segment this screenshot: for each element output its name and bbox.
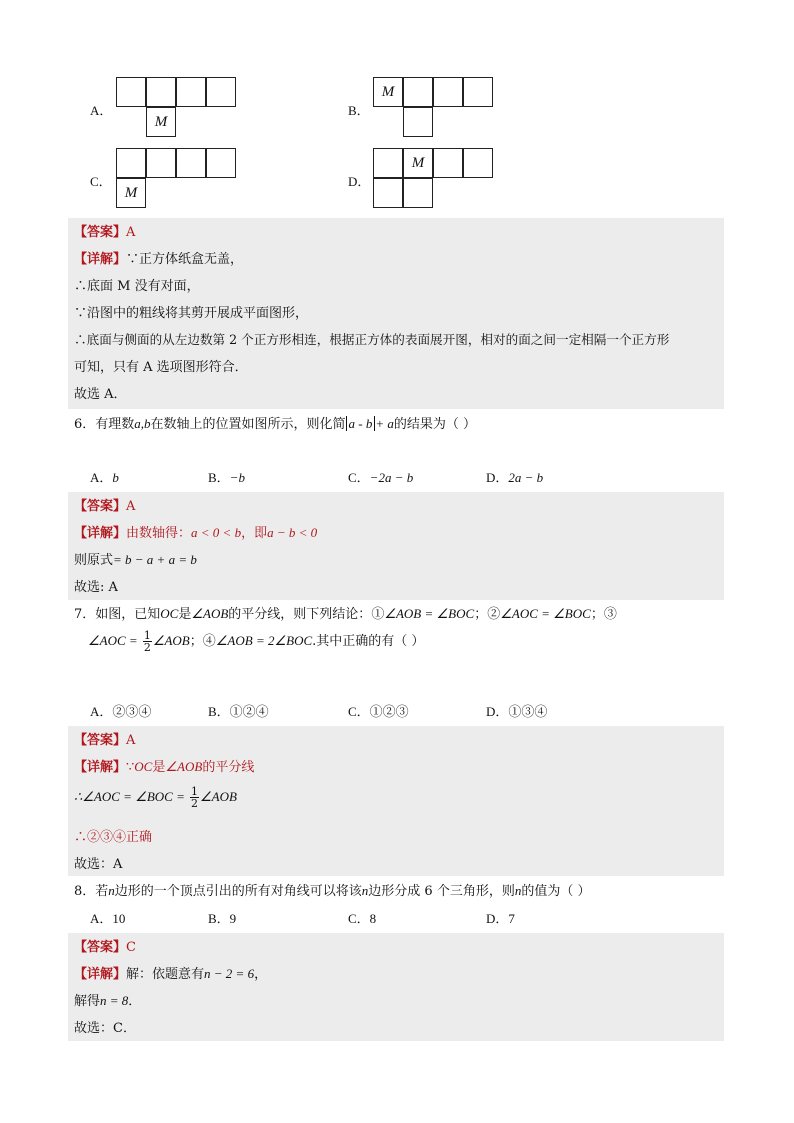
answer-value: A xyxy=(126,225,136,240)
q8-detail-line2 xyxy=(74,990,141,1009)
stem-text: 7．如图，已知 xyxy=(74,607,161,622)
q6-stem xyxy=(74,413,476,432)
option-value: ①②④ xyxy=(229,704,269,719)
option-label: A． xyxy=(90,704,113,719)
net-cell-m xyxy=(373,77,403,107)
option-c-label: C． xyxy=(90,174,112,189)
circled-number: ② xyxy=(487,607,501,622)
fraction-denominator: 2 xyxy=(191,797,199,810)
detail-math: n − 2 = 6 xyxy=(204,966,255,981)
net-cell xyxy=(116,148,146,178)
stem-math: n xyxy=(108,883,115,898)
q7-detail-line2 xyxy=(74,786,237,809)
m-label: M xyxy=(381,83,395,100)
q6-option-a[interactable] xyxy=(90,467,119,486)
stem-text: 边形分成 6 个三角形，则 xyxy=(368,884,515,899)
stem-math: ∠AOB xyxy=(152,633,190,648)
stem-text: 的值为（ ） xyxy=(521,884,591,899)
answer-tag: 【答案】 xyxy=(74,940,127,955)
detail-text: ∵正方体纸盒无盖， xyxy=(126,252,244,267)
stem-math: n xyxy=(514,883,522,898)
q7-stem-line2 xyxy=(88,630,424,653)
q6-answer-line xyxy=(74,495,135,514)
option-label: D． xyxy=(486,470,509,485)
net-cell xyxy=(463,77,493,107)
q6-option-c[interactable] xyxy=(348,467,413,486)
fraction-denominator: 2 xyxy=(143,641,151,654)
net-cell xyxy=(176,148,206,178)
stem-text: 的平分线，则下列结论： xyxy=(228,607,372,622)
stem-text: ； xyxy=(590,607,604,622)
net-cell-m xyxy=(116,178,146,208)
q6-detail-line3: 故选: A xyxy=(74,580,118,595)
net-cell xyxy=(403,178,433,208)
stem-text: ； xyxy=(474,607,488,622)
net-cell-m xyxy=(403,148,433,178)
option-label: D． xyxy=(486,704,509,719)
net-cell xyxy=(433,77,463,107)
q5-detail-line5: 可知，只有 A 选项图形符合． xyxy=(74,360,248,375)
detail-text: ， xyxy=(254,967,268,982)
detail-math: ∴∠AOC = ∠BOC = xyxy=(74,789,185,804)
stem-text: 8．若 xyxy=(74,884,109,899)
stem-text: .其中正确的有（ ） xyxy=(312,634,425,649)
answer-value: A xyxy=(126,499,136,514)
stem-text: 在数轴上的位置如图所示，则化简 xyxy=(150,417,346,432)
detail-text: ，即 xyxy=(241,526,268,541)
net-cell xyxy=(403,77,433,107)
detail-text: 是 xyxy=(152,760,166,775)
q5-detail-line6: 故选 A． xyxy=(74,387,127,402)
circled-number: ① xyxy=(371,607,385,622)
detail-tag: 【详解】 xyxy=(74,252,127,267)
stem-math: a,b xyxy=(134,416,151,431)
q6-detail-line2 xyxy=(74,549,197,568)
net-cell xyxy=(176,77,206,107)
option-label: B． xyxy=(208,704,230,719)
m-label: M xyxy=(154,113,168,130)
stem-text: 边形的一个顶点引出的所有对角线可以将该 xyxy=(114,884,362,899)
net-cell xyxy=(463,148,493,178)
detail-math: ∠AOB xyxy=(165,759,203,774)
stem-math: ∠AOC = xyxy=(88,633,138,648)
net-cell xyxy=(146,77,176,107)
stem-math: ∠AOB = 2∠BOC xyxy=(215,633,313,648)
detail-text: 的平分线 xyxy=(202,760,255,775)
answer-tag: 【答案】 xyxy=(74,225,127,240)
q7-option-a[interactable] xyxy=(90,701,151,720)
q8-solution-band xyxy=(68,933,724,1041)
fraction-numerator: 1 xyxy=(191,785,199,798)
q7-option-d[interactable] xyxy=(486,701,547,720)
q8-answer-line xyxy=(74,936,136,955)
q7-option-b[interactable] xyxy=(208,701,269,720)
net-cell xyxy=(116,77,146,107)
fraction-numerator: 1 xyxy=(143,629,151,642)
option-value: ①②③ xyxy=(369,704,409,719)
q6-detail-line1 xyxy=(74,522,317,541)
fraction-half xyxy=(190,786,199,809)
option-label: A． xyxy=(90,470,113,485)
option-value: −b xyxy=(229,470,245,485)
option-value: ②③④ xyxy=(112,704,152,719)
option-label: B． xyxy=(208,470,230,485)
q8-option-d[interactable]: D．7 xyxy=(486,911,515,926)
detail-math: OC xyxy=(134,759,153,774)
q6-option-d[interactable] xyxy=(486,467,543,486)
detail-text: 解：依题意有 xyxy=(126,967,205,982)
stem-text: 是 xyxy=(178,607,192,622)
q8-detail-line3: 故选：C． xyxy=(74,1021,136,1036)
fraction-half xyxy=(143,630,152,653)
detail-math: = b − a + a = b xyxy=(113,552,197,567)
detail-text: 则原式 xyxy=(74,553,114,568)
q8-option-a[interactable]: A．10 xyxy=(90,911,126,926)
detail-text: ． xyxy=(128,994,142,1009)
q8-option-c[interactable]: C．8 xyxy=(348,911,377,926)
q5-detail-line3: ∵沿图中的粗线将其剪开展成平面图形， xyxy=(74,306,309,321)
option-b-label: B． xyxy=(348,103,370,118)
option-value: b xyxy=(112,470,119,485)
abs-expression: a - b xyxy=(346,416,376,431)
detail-math: n = 8 xyxy=(100,993,129,1008)
stem-math: + a xyxy=(375,416,394,431)
q7-detail-line1 xyxy=(74,756,254,775)
q8-detail-line1 xyxy=(74,963,267,982)
stem-text: 6．有理数 xyxy=(74,417,135,432)
detail-text: 解得 xyxy=(74,994,101,1009)
net-cell xyxy=(433,148,463,178)
answer-tag: 【答案】 xyxy=(74,733,127,748)
detail-tag: 【详解】 xyxy=(74,967,127,982)
option-label: C． xyxy=(348,704,370,719)
option-a-label: A． xyxy=(90,103,113,118)
detail-tag: 【详解】 xyxy=(74,526,127,541)
detail-math: a < 0 < b xyxy=(191,525,242,540)
q8-stem xyxy=(74,880,590,899)
net-cell xyxy=(146,148,176,178)
q7-option-c[interactable] xyxy=(348,701,409,720)
net-cell-m xyxy=(146,107,176,137)
net-cell xyxy=(373,148,403,178)
m-label: M xyxy=(124,184,138,201)
option-value: −2a − b xyxy=(369,470,414,485)
q8-option-b[interactable]: B．9 xyxy=(208,911,237,926)
q5-answer-line xyxy=(74,221,135,240)
stem-math: n xyxy=(361,883,369,898)
q7-detail-line3: ∴②③④正确 xyxy=(74,830,153,845)
net-cell xyxy=(373,178,403,208)
net-cell xyxy=(206,148,236,178)
net-cell xyxy=(206,77,236,107)
circled-number: ③ xyxy=(603,607,617,622)
q5-detail-line4: ∴底面与侧面的从左边数第 2 个正方形相连，根据正方体的表面展开图，相对的面之间一定相隔一个正方形 xyxy=(74,332,670,347)
net-cell xyxy=(403,107,433,137)
answer-tag: 【答案】 xyxy=(74,499,127,514)
answer-value: C xyxy=(126,940,136,955)
stem-math: ∠AOC = ∠BOC xyxy=(500,606,591,621)
option-label: C． xyxy=(348,470,370,485)
detail-tag: 【详解】 xyxy=(74,760,127,775)
q6-solution-band xyxy=(68,492,724,600)
stem-math: OC xyxy=(160,606,179,621)
q5-detail-line2: ∴底面 M 没有对面， xyxy=(74,279,200,294)
q6-option-b[interactable] xyxy=(208,467,245,486)
stem-text: ；④ xyxy=(189,634,216,649)
detail-text: 由数轴得： xyxy=(126,526,192,541)
stem-text: 的结果为（ ） xyxy=(393,417,477,432)
option-value: 2a − b xyxy=(508,470,544,485)
detail-text: ∵ xyxy=(126,760,135,775)
option-value: ①③④ xyxy=(508,704,548,719)
answer-value: A xyxy=(126,733,136,748)
option-d-label: D． xyxy=(348,174,371,189)
q7-answer-line xyxy=(74,729,135,748)
q5-detail-line1 xyxy=(74,248,243,267)
q7-detail-line4: 故选：A xyxy=(74,857,123,872)
m-label: M xyxy=(411,154,425,171)
stem-math: ∠AOB = ∠BOC xyxy=(384,606,475,621)
q7-stem-line1 xyxy=(74,603,617,622)
detail-math: ∠AOB xyxy=(200,789,237,804)
stem-math: ∠AOB xyxy=(191,606,229,621)
detail-math: a − b < 0 xyxy=(267,525,318,540)
